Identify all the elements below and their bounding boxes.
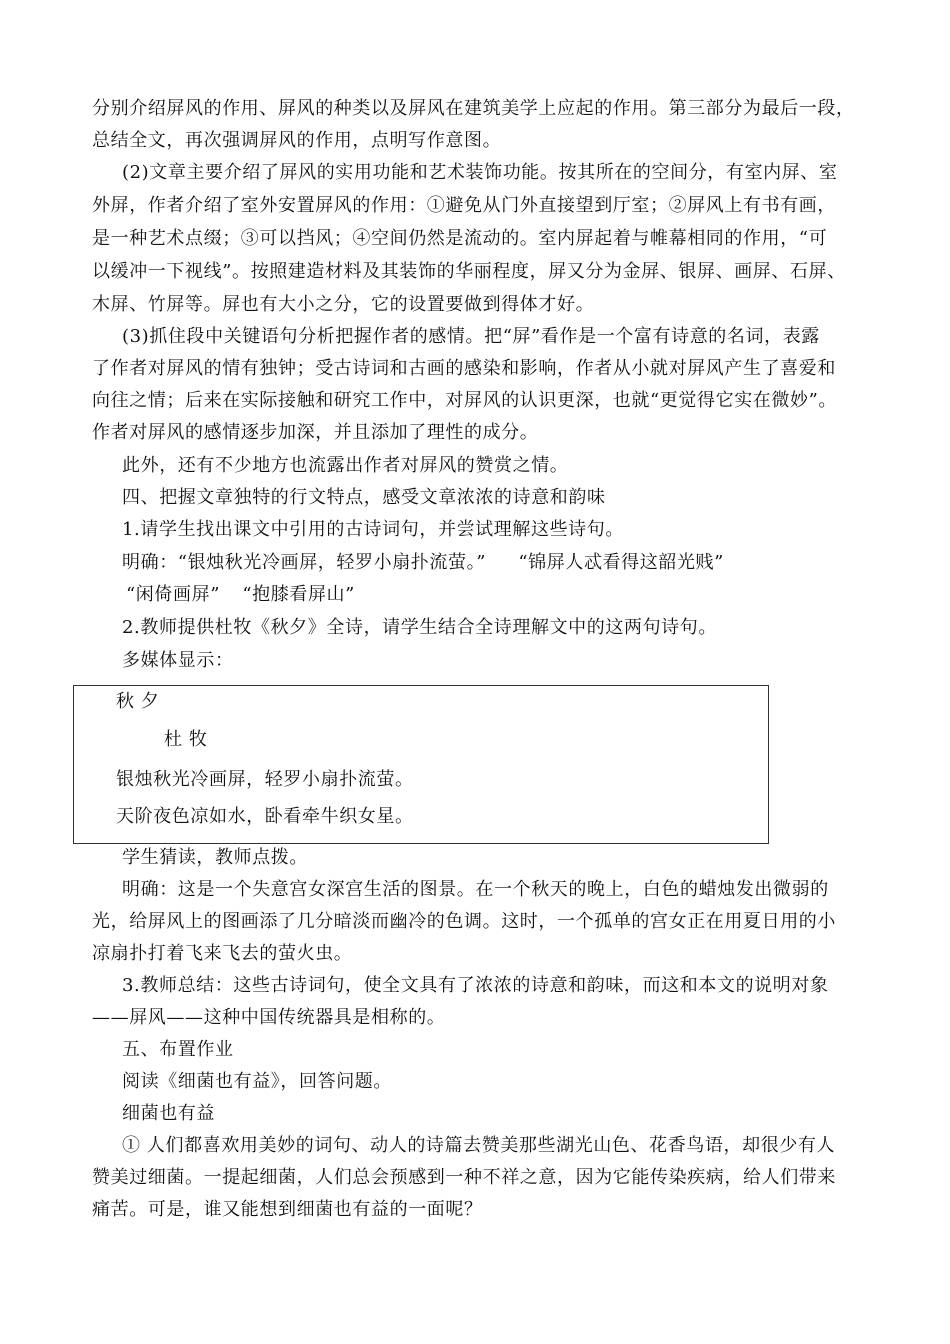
para-line: 此外，还有不少地方也流露出作者对屏风的赞赏之情。 <box>122 455 569 476</box>
para-line: 分别介绍屏风的作用、屏风的种类以及屏风在建筑美学上应起的作用。第三部分为最后一段， <box>92 98 855 119</box>
para-line: 赞美过细菌。一提起细菌，人们总会预感到一种不祥之意，因为它能传染疾病，给人们带来 <box>92 1167 836 1188</box>
poem-box <box>73 685 769 844</box>
para-line: 木屏、竹屏等。屏也有大小之分，它的设置要做到得体才好。 <box>92 294 595 315</box>
para-line: 了作者对屏风的情有独钟；受古诗词和古画的感染和影响，作者从小就对屏风产生了喜爱和 <box>92 358 836 379</box>
para-line: 作者对屏风的感情逐步加深，并且添加了理性的成分。 <box>92 422 539 443</box>
answer-quote: “锦屏人忒看得这韶光贱” <box>518 552 724 573</box>
question-2: 2.教师提供杜牧《秋夕》全诗，请学生结合全诗理解文中的这两句诗句。 <box>122 617 717 638</box>
para-line: 向往之情；后来在实际接触和研究工作中，对屏风的认识更深，也就“更觉得它实在微妙”。 <box>92 390 837 411</box>
para-line: 学生猜读，教师点拨。 <box>122 847 308 868</box>
question-3: 3.教师总结：这些古诗词句，使全文具有了浓浓的诗意和韵味，而这和本文的说明对象 <box>122 975 829 996</box>
homework-line: 阅读《细菌也有益》，回答问题。 <box>122 1071 392 1092</box>
para-line: (2)文章主要介绍了屏风的实用功能和艺术装饰功能。按其所在的空间分，有室内屏、室 <box>122 162 838 183</box>
question-1: 1.请学生找出课文中引用的古诗词句，并尝试理解这些诗句。 <box>122 519 624 540</box>
para-line: 凉扇扑打着飞来飞去的萤火虫。 <box>92 943 353 964</box>
answer-quote: 明确：“银烛秋光冷画屏，轻罗小扇扑流萤。” <box>122 552 487 573</box>
article-title: 细菌也有益 <box>122 1103 215 1124</box>
para-line: 是一种艺术点缀；③可以挡风；④空间仍然是流动的。室内屏起着与帷幕相同的作用，“可 <box>92 228 828 249</box>
para-line: 痛苦。可是，谁又能想到细菌也有益的一面呢？ <box>92 1199 483 1220</box>
poem-author: 杜 牧 <box>164 729 208 750</box>
poem-line: 天阶夜色凉如水，卧看牵牛织女星。 <box>116 806 414 827</box>
section-heading: 五、布置作业 <box>122 1039 234 1060</box>
para-line: ① 人们都喜欢用美妙的词句、动人的诗篇去赞美那些湖光山色、花香鸟语，却很少有人 <box>122 1135 836 1156</box>
answer-quote: “闲倚画屏” <box>126 584 221 605</box>
para-line: ——屏风——这种中国传统器具是相称的。 <box>92 1007 446 1028</box>
para-line: 总结全文，再次强调屏风的作用，点明写作意图。 <box>92 130 502 151</box>
answer-quote: “抱膝看屏山” <box>242 584 355 605</box>
para-line: 光，给屏风上的图画添了几分暗淡而幽冷的色调。这时，一个孤单的宫女正在用夏日用的小 <box>92 911 836 932</box>
answer-line <box>126 579 906 611</box>
poem-line: 银烛秋光冷画屏，轻罗小扇扑流萤。 <box>116 769 414 790</box>
poem-title: 秋 夕 <box>116 691 160 712</box>
answer-line <box>122 547 902 579</box>
section-heading: 四、把握文章独特的行文特点，感受文章浓浓的诗意和韵味 <box>122 487 606 508</box>
multimedia-label: 多媒体显示： <box>122 650 234 671</box>
para-line: 明确：这是一个失意宫女深宫生活的图景。在一个秋天的晚上，白色的蜡烛发出微弱的 <box>122 879 829 900</box>
para-line: 以缓冲一下视线”。按照建造材料及其装饰的华丽程度，屏又分为金屏、银屏、画屏、石屏、 <box>92 261 846 282</box>
para-line: (3)抓住段中关键语句分析把握作者的感情。把“屏”看作是一个富有诗意的名词，表露 <box>122 326 820 347</box>
para-line: 外屏，作者介绍了室外安置屏风的作用：①避免从门外直接望到厅室；②屏风上有书有画， <box>92 195 836 216</box>
